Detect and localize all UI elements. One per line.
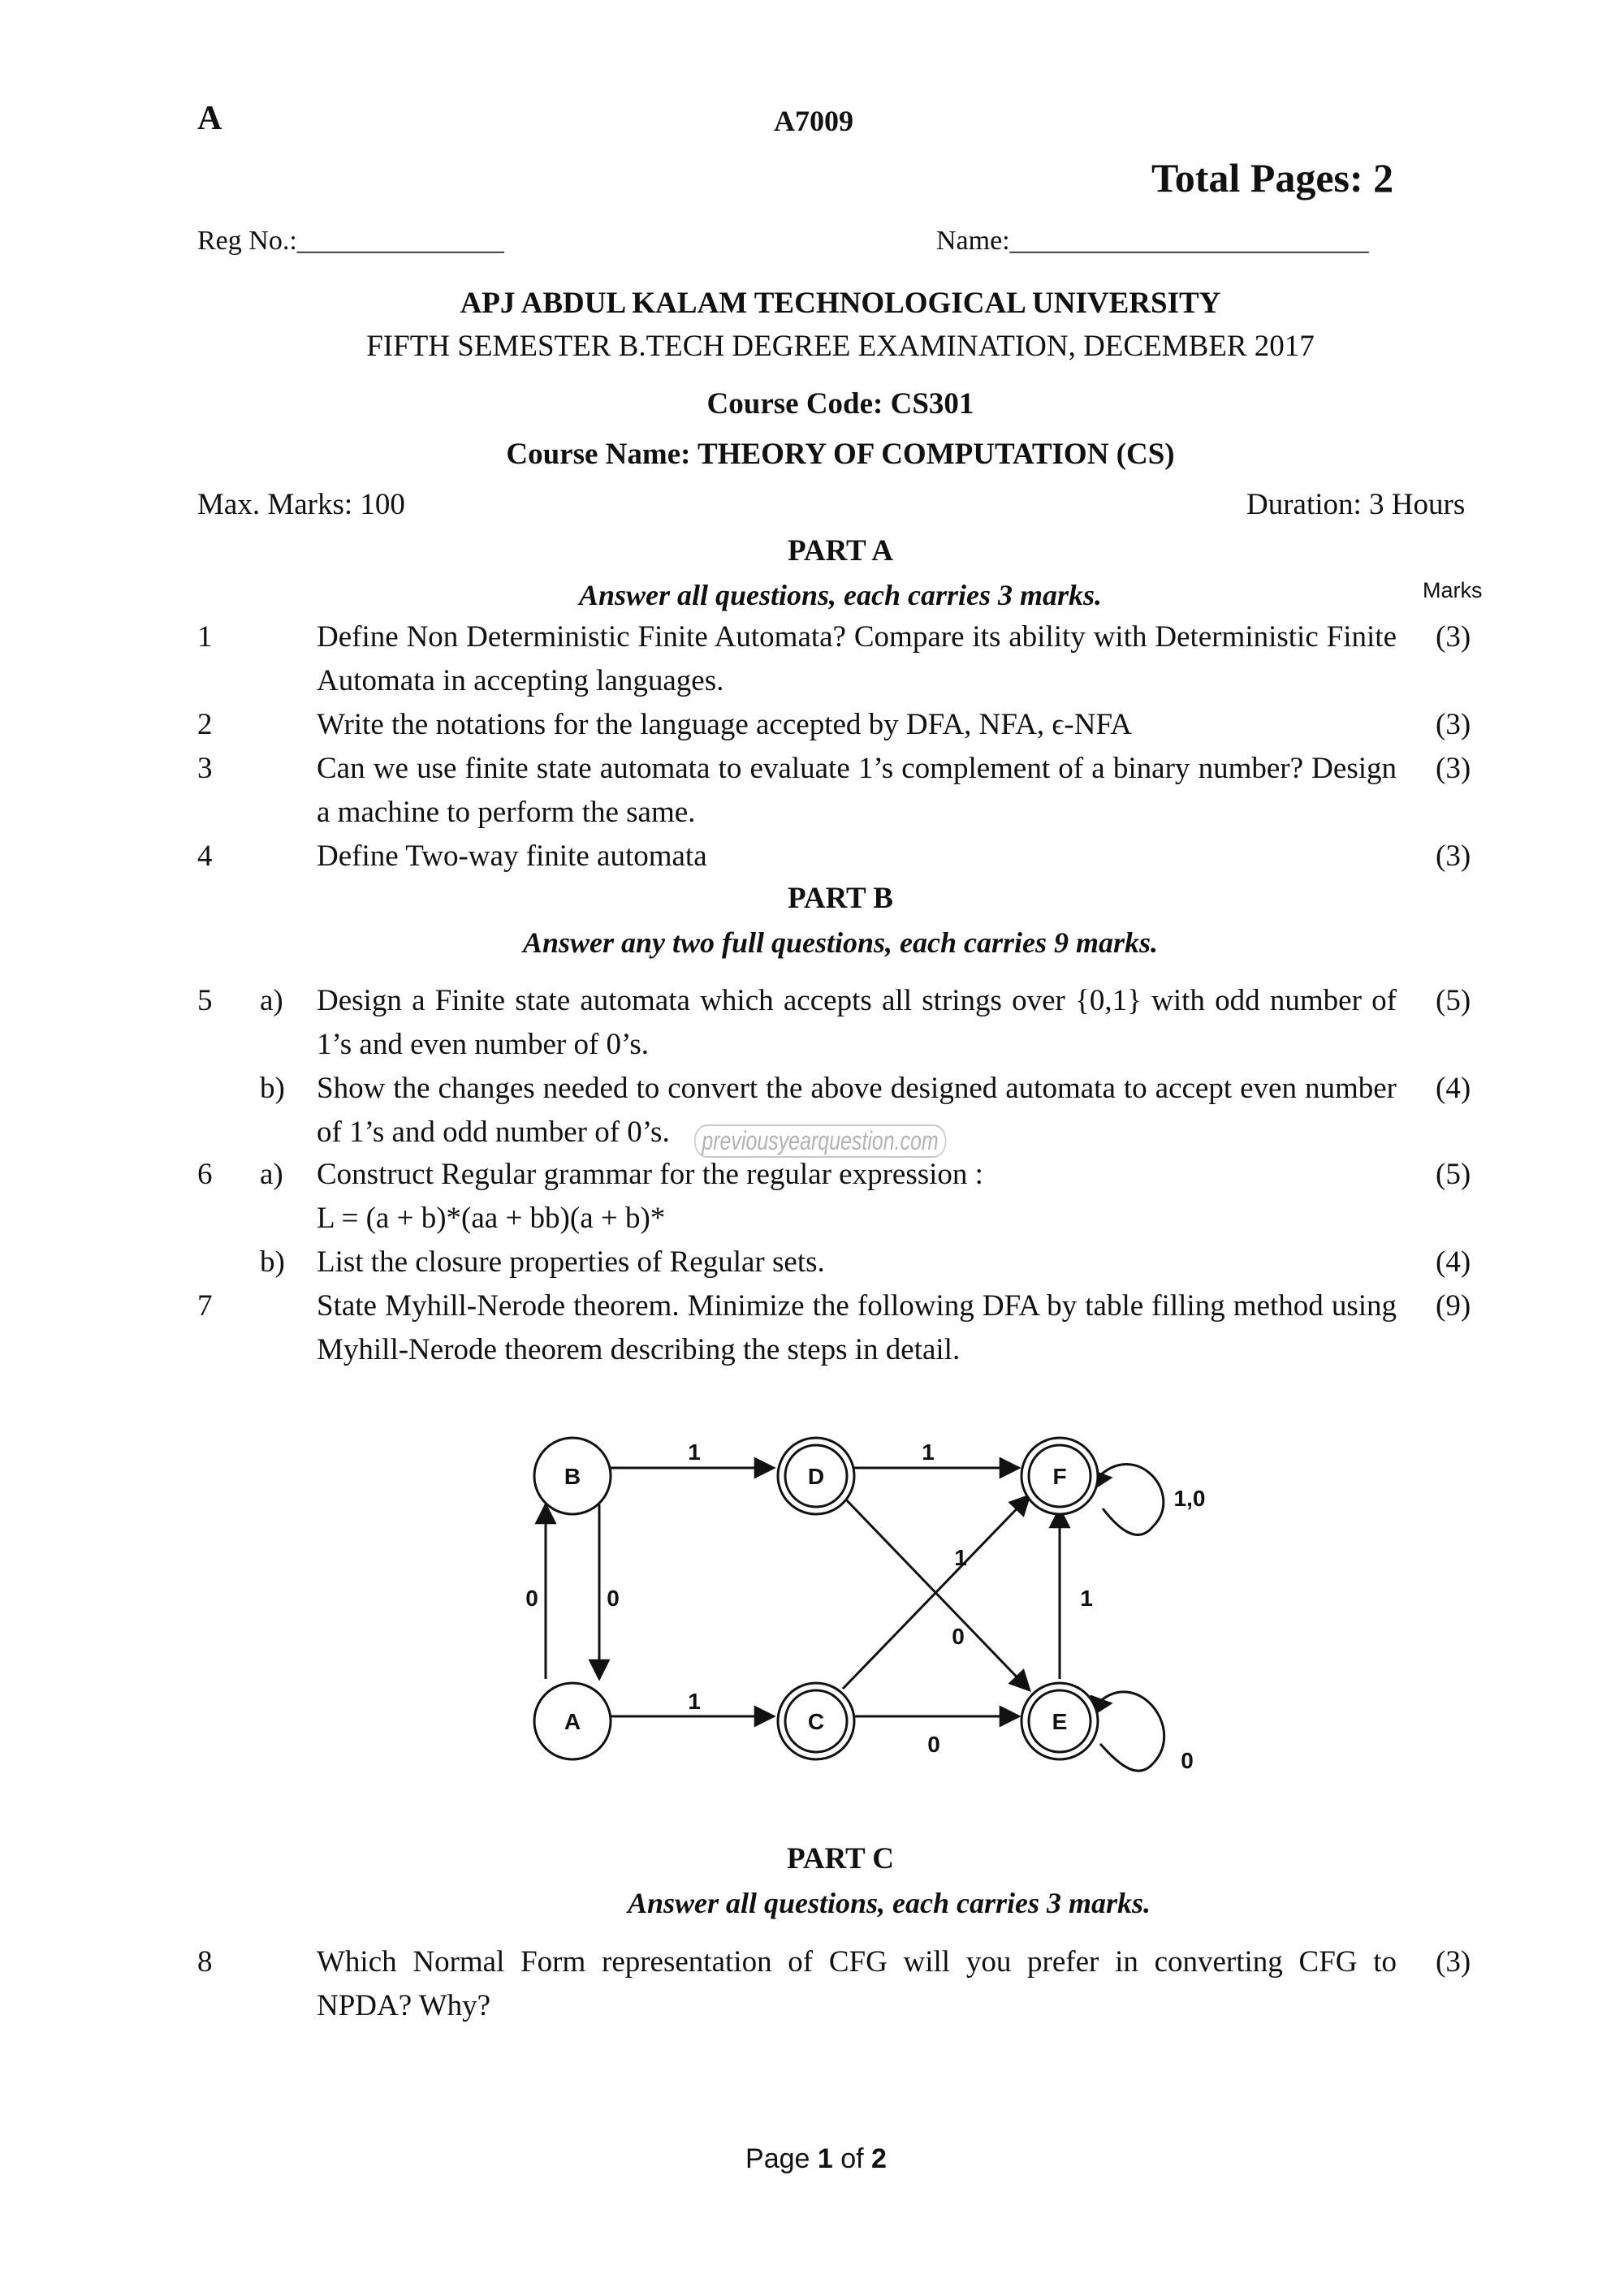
question-subpart: b) (260, 1072, 285, 1105)
question-marks: (5) (1436, 984, 1471, 1017)
question-text: Define Non Deterministic Finite Automata? Compare its ability with Deterministic Finite Automata in accepting languages. (317, 620, 1397, 697)
question-text: Show the changes needed to convert the above designed automata to accept even number of 1’s and odd number of 0’s. (317, 1072, 1397, 1149)
edge-e-self-head (1096, 1703, 1111, 1705)
part-a-instruction: Answer all questions, each carries 3 marks. (578, 579, 1103, 611)
footer-middle: of (832, 2143, 872, 2174)
question-number: 4 (197, 839, 213, 873)
duration: Duration: 3 Hours (1246, 488, 1466, 521)
question-text: Can we use finite state automata to evaluate 1’s complement of a binary number? Design a machine to perform the same. (317, 752, 1397, 829)
question-number: 3 (197, 752, 213, 785)
part-c-title: PART C (787, 1842, 894, 1875)
edge-label-c-to-f: 1 (954, 1545, 967, 1570)
footer-prefix: Page (745, 2143, 818, 2174)
question-text: State Myhill-Nerode theorem. Minimize the following DFA by table filling method using Myhill-Nerode theorem describing the steps in detail. (317, 1289, 1397, 1366)
course-code: Course Code: CS301 (706, 387, 974, 421)
state-label-f: F (1052, 1464, 1067, 1489)
question-number: 6 (197, 1158, 213, 1191)
course-name: Course Name: THEORY OF COMPUTATION (CS) (506, 438, 1175, 471)
edge-label-e-self: 0 (1181, 1748, 1194, 1773)
question-number: 1 (197, 620, 213, 654)
question-marks: (3) (1436, 620, 1471, 654)
edge-label-d-to-e: 0 (952, 1624, 965, 1649)
question-number: 2 (197, 708, 213, 741)
reg-no-field: Reg No.:_______________ (197, 226, 504, 256)
question-number: 5 (197, 984, 213, 1017)
question-subpart: b) (260, 1245, 285, 1279)
state-label-a: A (564, 1709, 581, 1734)
question-marks: (3) (1436, 1945, 1471, 1979)
part-b-title: PART B (788, 882, 893, 915)
question-number: 8 (197, 1945, 213, 1979)
question-marks: (4) (1436, 1072, 1471, 1105)
footer-current-page: 1 (817, 2143, 833, 2174)
question-text: Which Normal Form representation of CFG will you prefer in converting CFG to NPDA? Why? (317, 1945, 1397, 2022)
watermark: previousyearquestion.com (694, 1124, 946, 1158)
part-b-instruction: Answer any two full questions, each carries 9 marks. (522, 926, 1159, 959)
marks-heading: Marks (1423, 578, 1483, 602)
question-text: Define Two-way finite automata (317, 839, 707, 873)
edge-label-a-to-c: 1 (688, 1689, 701, 1714)
state-label-c: C (807, 1709, 825, 1734)
state-label-b: B (564, 1464, 581, 1489)
question-marks: (9) (1436, 1289, 1471, 1323)
edge-label-f-self: 1,0 (1173, 1486, 1206, 1511)
edge-f-self (1096, 1464, 1164, 1534)
state-label-d: D (807, 1464, 825, 1489)
footer-total-pages: 2 (871, 2143, 887, 2174)
name-field: Name:__________________________ (936, 226, 1369, 256)
question-marks: (3) (1436, 708, 1471, 741)
question-subpart: a) (260, 984, 283, 1017)
question-text: Construct Regular grammar for the regular expression : (317, 1158, 983, 1191)
question-text: List the closure properties of Regular sets. (317, 1245, 825, 1279)
part-c-instruction: Answer all questions, each carries 3 marks. (627, 1887, 1151, 1919)
page-footer (0, 2143, 1624, 2175)
paper-code: A7009 (774, 105, 853, 137)
question-marks: (3) (1436, 752, 1471, 785)
question-marks: (4) (1436, 1245, 1471, 1279)
exam-title: FIFTH SEMESTER B.TECH DEGREE EXAMINATION, DECEMBER 2017 (366, 330, 1315, 363)
question-subpart: a) (260, 1158, 283, 1191)
edge-label-b-to-a: 0 (607, 1586, 620, 1611)
question-marks: (5) (1436, 1158, 1471, 1191)
total-pages: Total Pages: 2 (1151, 155, 1394, 201)
edge-label-e-to-f: 1 (1080, 1586, 1093, 1611)
state-label-e: E (1052, 1709, 1068, 1734)
question-marks: (3) (1436, 839, 1471, 873)
question-text: Design a Finite state automata which accepts all strings over {0,1} with odd number of 1’s and even number of 0’s. (317, 984, 1397, 1061)
question-text: Write the notations for the language accepted by DFA, NFA, ϵ-NFA (317, 708, 1133, 741)
edge-label-d-to-f: 1 (922, 1439, 935, 1465)
edge-label-b-to-d: 1 (688, 1439, 701, 1465)
edge-label-c-to-e: 0 (927, 1732, 940, 1757)
regular-expression: L = (a + b)*(aa + bb)(a + b)* (317, 1202, 666, 1235)
question-number: 7 (197, 1289, 213, 1323)
question-set-letter: A (197, 100, 222, 137)
university-name: APJ ABDUL KALAM TECHNOLOGICAL UNIVERSITY (460, 287, 1221, 320)
part-a-title: PART A (788, 534, 893, 568)
edge-label-a-to-b: 0 (525, 1586, 538, 1611)
max-marks: Max. Marks: 100 (197, 488, 405, 521)
